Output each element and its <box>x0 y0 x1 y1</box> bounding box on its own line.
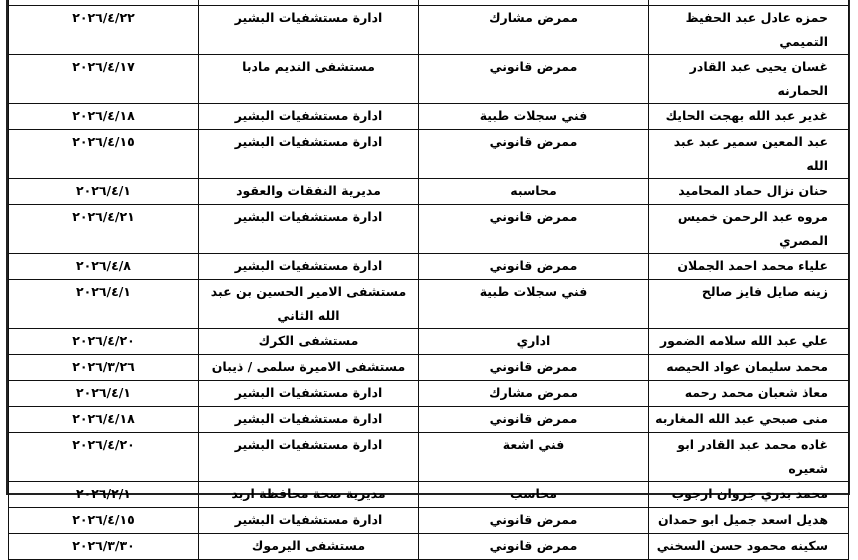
table-row <box>9 508 849 534</box>
appointments-table <box>8 0 849 560</box>
name-cell: محمد بدري جروان ارجوب <box>649 482 849 508</box>
workplace-cell: مستشفى النديم مادبا <box>199 55 419 104</box>
date-cell: ٢٠٢٦/٤/٢١ <box>9 205 199 254</box>
job-title-cell: ممرض مشارك <box>419 6 649 55</box>
workplace-cell: ادارة مستشفيات البشير <box>199 254 419 280</box>
name-cell: حمزه عادل عبد الحفيظ التميمي <box>649 6 849 55</box>
table-row <box>9 329 849 355</box>
job-title-cell: اداري <box>419 329 649 355</box>
table-row <box>9 381 849 407</box>
name-cell: مروه عبد الرحمن خميس المصري <box>649 205 849 254</box>
name-cell: علي عبد الله سلامه الضمور <box>649 329 849 355</box>
date-cell: ٢٠٢٦/٤/١ <box>9 280 199 329</box>
date-cell: ٢٠٢٦/٢/١ <box>9 482 199 508</box>
date-cell: ٢٠٢٦/٤/٢٢ <box>9 6 199 55</box>
workplace-cell: ادارة مستشفيات البشير <box>199 381 419 407</box>
date-cell: ٢٠٢٦/٤/١٧ <box>9 55 199 104</box>
date-cell: ٢٠٢٦/٤/٨ <box>9 254 199 280</box>
workplace-cell: ادارة مستشفيات البشير <box>199 407 419 433</box>
job-title-cell: فني سجلات طبية <box>419 280 649 329</box>
date-cell: ٢٠٢٦/٣/٢٦ <box>9 355 199 381</box>
job-title-cell: ممرض قانوني <box>419 407 649 433</box>
job-title-cell: فني سجلات طبية <box>419 104 649 130</box>
date-cell: ٢٠٢٦/٤/٢٠ <box>9 433 199 482</box>
table-row <box>9 482 849 508</box>
date-cell: ٢٠٢٦/٤/١٥ <box>9 130 199 179</box>
name-cell: غسان يحيى عبد القادر الحمارنه <box>649 55 849 104</box>
workplace-cell: ادارة مستشفيات البشير <box>199 433 419 482</box>
date-cell: ٢٠٢٦/٤/٢٠ <box>9 329 199 355</box>
workplace-cell: مستشفى اليرموك <box>199 534 419 560</box>
job-title-cell: ممرض قانوني <box>419 508 649 534</box>
job-title-cell: محاسب <box>419 482 649 508</box>
table-body <box>9 0 849 560</box>
name-cell: سكينه محمود حسن السخني <box>649 534 849 560</box>
table-row <box>9 407 849 433</box>
workplace-cell: ادارة مستشفيات البشير <box>199 130 419 179</box>
table-row <box>9 254 849 280</box>
job-title-cell: ممرض قانوني <box>419 355 649 381</box>
date-cell: ٢٠٢٦/٤/١ <box>9 179 199 205</box>
job-title-cell: ممرض قانوني <box>419 254 649 280</box>
name-cell: محمد سليمان عواد الحيصه <box>649 355 849 381</box>
name-cell: غدير عبد الله بهجت الحايك <box>649 104 849 130</box>
table-row <box>9 6 849 55</box>
workplace-cell: مديرية النفقات والعقود <box>199 179 419 205</box>
table-row <box>9 534 849 560</box>
workplace-cell: ادارة مستشفيات البشير <box>199 508 419 534</box>
name-cell: حنان نزال حماد المحاميد <box>649 179 849 205</box>
table-row <box>9 433 849 482</box>
job-title-cell: ممرض قانوني <box>419 130 649 179</box>
date-cell: ٢٠٢٦/٤/١٨ <box>9 104 199 130</box>
workplace-cell: مستشفى الكرك <box>199 329 419 355</box>
table-row <box>9 130 849 179</box>
workplace-cell: ادارة مستشفيات البشير <box>199 104 419 130</box>
name-cell: هديل اسعد جميل ابو حمدان <box>649 508 849 534</box>
date-cell: ٢٠٢٦/٤/١٥ <box>9 508 199 534</box>
date-cell: ٢٠٢٦/٤/١٨ <box>9 407 199 433</box>
table-row <box>9 179 849 205</box>
table-row <box>9 280 849 329</box>
table-row <box>9 55 849 104</box>
name-cell: منى صبحي عبد الله المغاربه <box>649 407 849 433</box>
workplace-cell: مديرية صحة محافظة اربد <box>199 482 419 508</box>
name-cell: معاذ شعبان محمد رحمه <box>649 381 849 407</box>
workplace-cell: ادارة مستشفيات البشير <box>199 6 419 55</box>
name-cell: عبد المعين سمير عبد عبد الله <box>649 130 849 179</box>
job-title-cell: محاسبه <box>419 179 649 205</box>
name-cell: غاده محمد عبد القادر ابو شعيره <box>649 433 849 482</box>
workplace-cell: مستشفى الامير الحسين بن عبد الله الثاني <box>199 280 419 329</box>
name-cell: زينه صايل فايز صالح <box>649 280 849 329</box>
workplace-cell: مستشفى الاميرة سلمى / ذيبان <box>199 355 419 381</box>
job-title-cell: فني اشعة <box>419 433 649 482</box>
date-cell: ٢٠٢٦/٣/٣٠ <box>9 534 199 560</box>
table-row <box>9 355 849 381</box>
job-title-cell: ممرض قانوني <box>419 55 649 104</box>
job-title-cell: ممرض مشارك <box>419 381 649 407</box>
table-row <box>9 205 849 254</box>
date-cell: ٢٠٢٦/٤/١ <box>9 381 199 407</box>
job-title-cell: ممرض قانوني <box>419 534 649 560</box>
job-title-cell: ممرض قانوني <box>419 205 649 254</box>
table-row <box>9 104 849 130</box>
name-cell: علياء محمد احمد الجملان <box>649 254 849 280</box>
workplace-cell: ادارة مستشفيات البشير <box>199 205 419 254</box>
